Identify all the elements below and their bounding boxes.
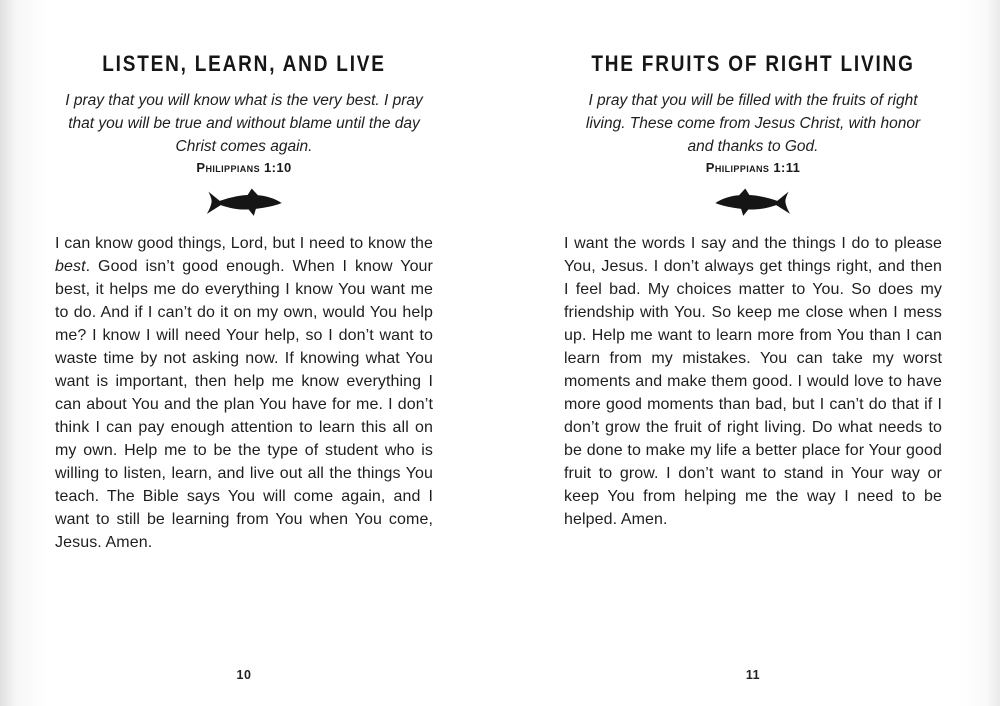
page-right <box>500 0 1000 706</box>
scripture-quote: I pray that you will know what is the very best. I pray that you will be true and without blame until the day Christ comes again. <box>65 92 423 155</box>
prayer-text-segment: I want the words I say and the things I do to please You, Jesus. I don’t always get things right, and then I feel bad. My choices matter to You. So does my friendship with You. So keep me close when I mess up. Help me want to learn more from You than I can learn from my mistakes. You can take my worst moments and make them good. I would love to have more good moments than bad, but I can’t do that if I don’t grow the fruit of right living. Do what needs to be done to make my life a better place for Your good fruit to grow. I don’t want to stand in Your way or keep You from helping me the way I need to be helped. Amen. <box>564 235 942 528</box>
prayer-text-emphasis: best <box>55 258 86 275</box>
scripture-quote: I pray that you will be filled with the fruits of right living. These come from Jesus Christ, with honor and thanks to God. <box>585 92 921 155</box>
prayer-text <box>55 232 433 554</box>
prayer-text <box>564 232 942 531</box>
scripture-reference: Philippians 1:10 <box>196 160 292 175</box>
page-title: THE FRUITS OF RIGHT LIVING <box>591 52 915 77</box>
page-title: LISTEN, LEARN, AND LIVE <box>102 52 386 77</box>
shark-icon <box>564 186 942 220</box>
prayer-text-segment: . Good isn’t good enough. When I know Your best, it helps me do everything I know You want me to do. And if I can’t do it on my own, would You help me? I know I will need Your help, so I don’t want to waste time by not asking now. If knowing what You want is important, then help me know everything I can about You and the plan You have for me. I don’t think I can pay enough attention to learn this all on my own. Help me to be the type of student who is willing to listen, learn, and live out all the things You teach. The Bible says You will come again, and I want to still be learning from You when You come, Jesus. Amen. <box>55 258 433 551</box>
shark-icon <box>55 186 433 220</box>
prayer-text-segment: I can know good things, Lord, but I need to know the <box>55 235 433 252</box>
page-number: 10 <box>236 668 252 682</box>
page-number: 11 <box>745 668 761 682</box>
page-left-column <box>55 52 433 554</box>
page-right-column <box>564 52 942 531</box>
scripture-reference: Philippians 1:11 <box>705 160 801 175</box>
